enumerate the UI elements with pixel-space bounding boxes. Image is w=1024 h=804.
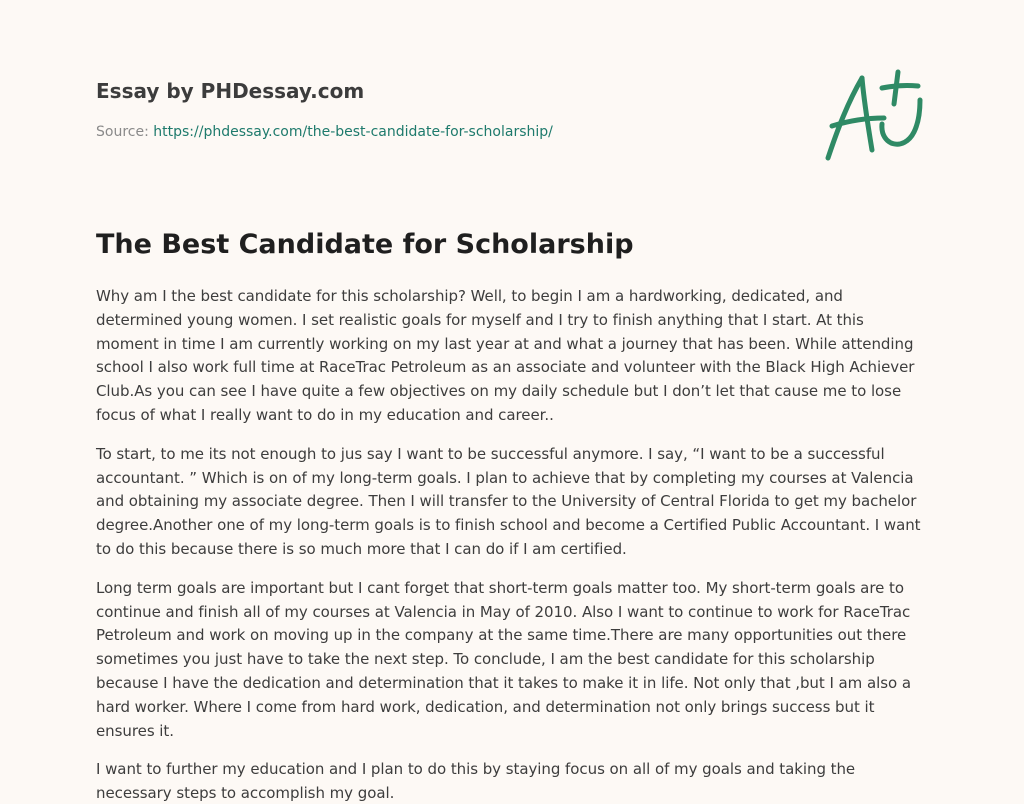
source-link[interactable]: https://phdessay.com/the-best-candidate-for-scholarship/ (153, 124, 553, 140)
source-line (96, 124, 553, 140)
essay-paragraph: Why am I the best candidate for this scholarship? Well, to begin I am a hardworking, dedicated, and determined young women. I set realistic goals for myself and I try to finish anything that I start. At this moment in time I am currently working on my last year at and what a journey that has been. While attending school I also work full time at RaceTrac Petroleum as an associate and volunteer with the Black High Achiever Club.As you can see I have quite a few objectives on my daily schedule but I don’t let that cause me to lose focus of what I really want to do in my education and career.. (96, 287, 915, 424)
essay-title: The Best Candidate for Scholarship (96, 229, 634, 260)
essay-paragraph: Long term goals are important but I cant forget that short-term goals matter too. My short-term goals are to continue and finish all of my courses at Valencia in May of 2010. Also I want to continue to work for RaceTrac Petroleum and work on moving up in the company at the same time.There are many opportunities out there sometimes you just have to take the next step. To conclude, I am the best candidate for this scholarship because I have the dedication and determination that it takes to make it in life. Not only that ,but I am also a hard worker. Where I come from hard work, dedication, and determination not only brings success but it ensures it. (96, 578, 911, 740)
site-title: Essay by PHDessay.com (96, 79, 365, 103)
a-plus-grade-icon (822, 66, 926, 166)
page-header (96, 78, 796, 140)
source-label: Source: (96, 124, 154, 140)
essay-body (96, 285, 930, 804)
essay-paragraph: I want to further my education and I plan to do this by staying focus on all of my goals and taking the necessary steps to accomplish my goal. (96, 760, 856, 803)
essay-paragraph: To start, to me its not enough to jus say I want to be successful anymore. I say, “I want to be a successful accountant. ” Which is on of my long-term goals. I plan to achieve that by completing my courses at Valencia and obtaining my associate degree. Then I will transfer to the University of Central Florida to get my bachelor degree.Another one of my long-term goals is to finish school and become a Certified Public Accountant. I want to do this because there is so much more that I can do if I am certified. (96, 444, 921, 558)
